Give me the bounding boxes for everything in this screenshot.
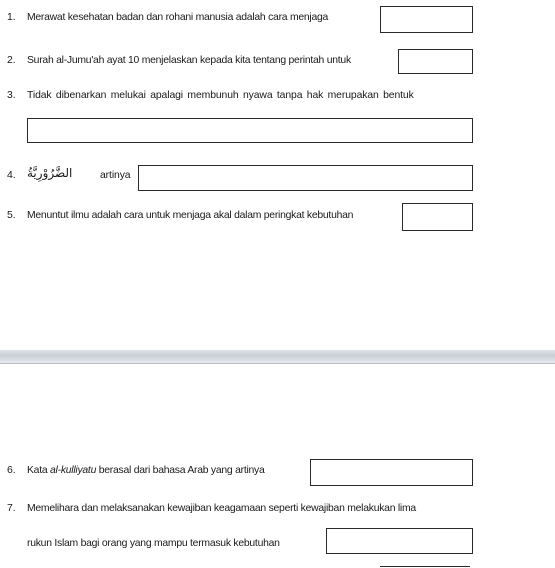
- answer-box-3[interactable]: [27, 118, 473, 143]
- question-4-arabic-term: الضَّرُوْرِيَّةُ: [27, 166, 73, 180]
- question-6-text-before: Kata: [27, 465, 51, 476]
- answer-box-2[interactable]: [398, 49, 473, 74]
- answer-box-6[interactable]: [310, 459, 473, 486]
- answer-box-1[interactable]: [380, 6, 473, 33]
- question-3-text: Tidak dibenarkan melukai apalagi membunuh nyawa tanpa hak merupakan bentuk: [27, 90, 414, 101]
- answer-box-4[interactable]: [138, 165, 473, 191]
- question-6-text: [27, 466, 265, 476]
- question-4-text: artinya: [100, 170, 131, 181]
- question-6-text-italic: al-kulliyatu: [50, 465, 97, 476]
- question-1-number: 1.: [7, 12, 16, 23]
- question-7-text-line2: rukun Islam bagi orang yang mampu termasuk kebutuhan: [27, 538, 280, 549]
- question-7-text-line1: Memelihara dan melaksanakan kewajiban keagamaan seperti kewajiban melakukan lima: [27, 503, 416, 514]
- answer-box-5[interactable]: [402, 203, 473, 231]
- question-4-number: 4.: [7, 170, 16, 181]
- question-2-text: Surah al-Jumu'ah ayat 10 menjelaskan kepada kita tentang perintah untuk: [27, 55, 351, 66]
- question-2-number: 2.: [7, 55, 16, 66]
- question-6-text-after: berasal dari bahasa Arab yang artinya: [96, 465, 265, 476]
- question-5-text: Menuntut ilmu adalah cara untuk menjaga akal dalam peringkat kebutuhan: [27, 210, 354, 221]
- question-7-number: 7.: [7, 503, 16, 514]
- question-6-number: 6.: [7, 465, 16, 476]
- question-5-number: 5.: [7, 210, 16, 221]
- question-3-number: 3.: [7, 90, 16, 101]
- question-1-text: Merawat kesehatan badan dan rohani manusia adalah cara menjaga: [27, 12, 329, 23]
- page-break-divider: [0, 350, 555, 364]
- next-answer-box-edge: [380, 566, 470, 567]
- answer-box-7[interactable]: [326, 528, 473, 554]
